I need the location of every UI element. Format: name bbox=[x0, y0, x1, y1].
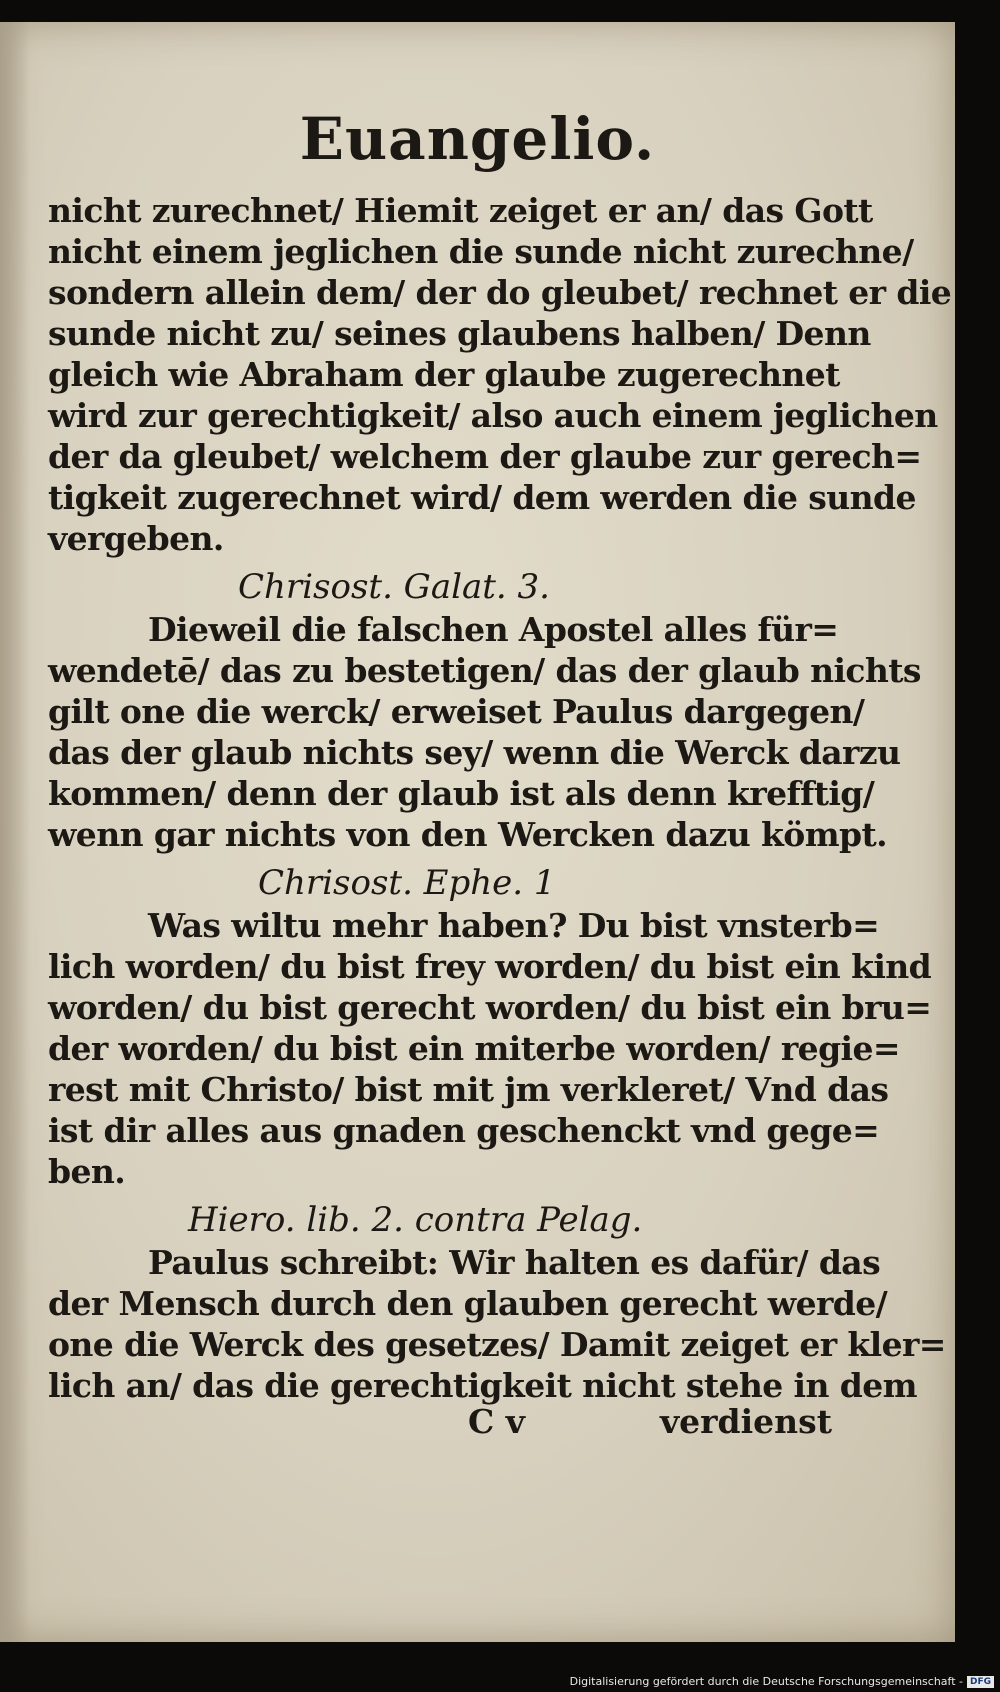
page-text bbox=[48, 190, 952, 1406]
running-head: Euangelio. bbox=[299, 105, 656, 173]
page-footer bbox=[48, 1402, 832, 1442]
section-heading-chrisost-galat: Chrisost. Galat. 3. bbox=[238, 567, 550, 607]
text-line: wendetē/ das zu bestetigen/ das der glaub nichts bbox=[48, 651, 921, 690]
text-line: tigkeit zugerechnet wird/ dem werden die sunde bbox=[48, 478, 916, 517]
text-line: nicht zurechnet/ Hiemit zeiget er an/ das Gott bbox=[48, 191, 873, 230]
text-line: nicht einem jeglichen die sunde nicht zurechne/ bbox=[48, 232, 914, 271]
text-line: wenn gar nichts von den Wercken dazu kömpt. bbox=[48, 815, 888, 854]
text-line: ben. bbox=[48, 1152, 126, 1191]
text-line: das der glaub nichts sey/ wenn die Werck darzu bbox=[48, 733, 901, 772]
text-line: Dieweil die falschen Apostel alles für= bbox=[148, 610, 839, 649]
dfg-logo-icon: DFG bbox=[967, 1676, 994, 1688]
digitization-credit bbox=[570, 1675, 994, 1688]
text-line: wird zur gerechtigkeit/ also auch einem jeglichen bbox=[48, 396, 938, 435]
text-line: Paulus schreibt: Wir halten es dafür/ das bbox=[148, 1243, 881, 1282]
text-line: Was wiltu mehr haben? Du bist vnsterb= bbox=[148, 906, 880, 945]
text-line: sunde nicht zu/ seines glaubens halben/ Denn bbox=[48, 314, 871, 353]
text-line: lich an/ das die gerechtigkeit nicht stehe in dem bbox=[48, 1366, 917, 1405]
text-line: worden/ du bist gerecht worden/ du bist ein bru= bbox=[48, 988, 932, 1027]
text-line: der da gleubet/ welchem der glaube zur gerech= bbox=[48, 437, 922, 476]
section-heading-hiero: Hiero. lib. 2. contra Pelag. bbox=[188, 1200, 643, 1240]
text-line: ist dir alles aus gnaden geschenckt vnd gege= bbox=[48, 1111, 880, 1150]
text-line: vergeben. bbox=[48, 519, 224, 558]
text-line: kommen/ denn der glaub ist als denn krefftig/ bbox=[48, 774, 875, 813]
text-line: der Mensch durch den glauben gerecht werde/ bbox=[48, 1284, 888, 1323]
credit-text: Digitalisierung gefördert durch die Deutsche Forschungsgemeinschaft - bbox=[569, 1675, 963, 1688]
page-gutter-shadow bbox=[0, 22, 30, 1642]
catchword: verdienst bbox=[660, 1402, 832, 1441]
text-line: rest mit Christo/ bist mit jm verkleret/ Vnd das bbox=[48, 1070, 889, 1109]
text-line: gleich wie Abraham der glaube zugerechnet bbox=[48, 355, 840, 394]
signature-mark: C v bbox=[468, 1402, 525, 1441]
text-line: sondern allein dem/ der do gleubet/ rechnet er die bbox=[48, 273, 952, 312]
text-line: one die Werck des gesetzes/ Damit zeiget er kler= bbox=[48, 1325, 946, 1364]
text-line: lich worden/ du bist frey worden/ du bist ein kind bbox=[48, 947, 932, 986]
text-line: der worden/ du bist ein miterbe worden/ regie= bbox=[48, 1029, 900, 1068]
section-heading-chrisost-ephe: Chrisost. Ephe. 1 bbox=[258, 863, 556, 903]
text-line: gilt one die werck/ erweiset Paulus dargegen/ bbox=[48, 692, 865, 731]
